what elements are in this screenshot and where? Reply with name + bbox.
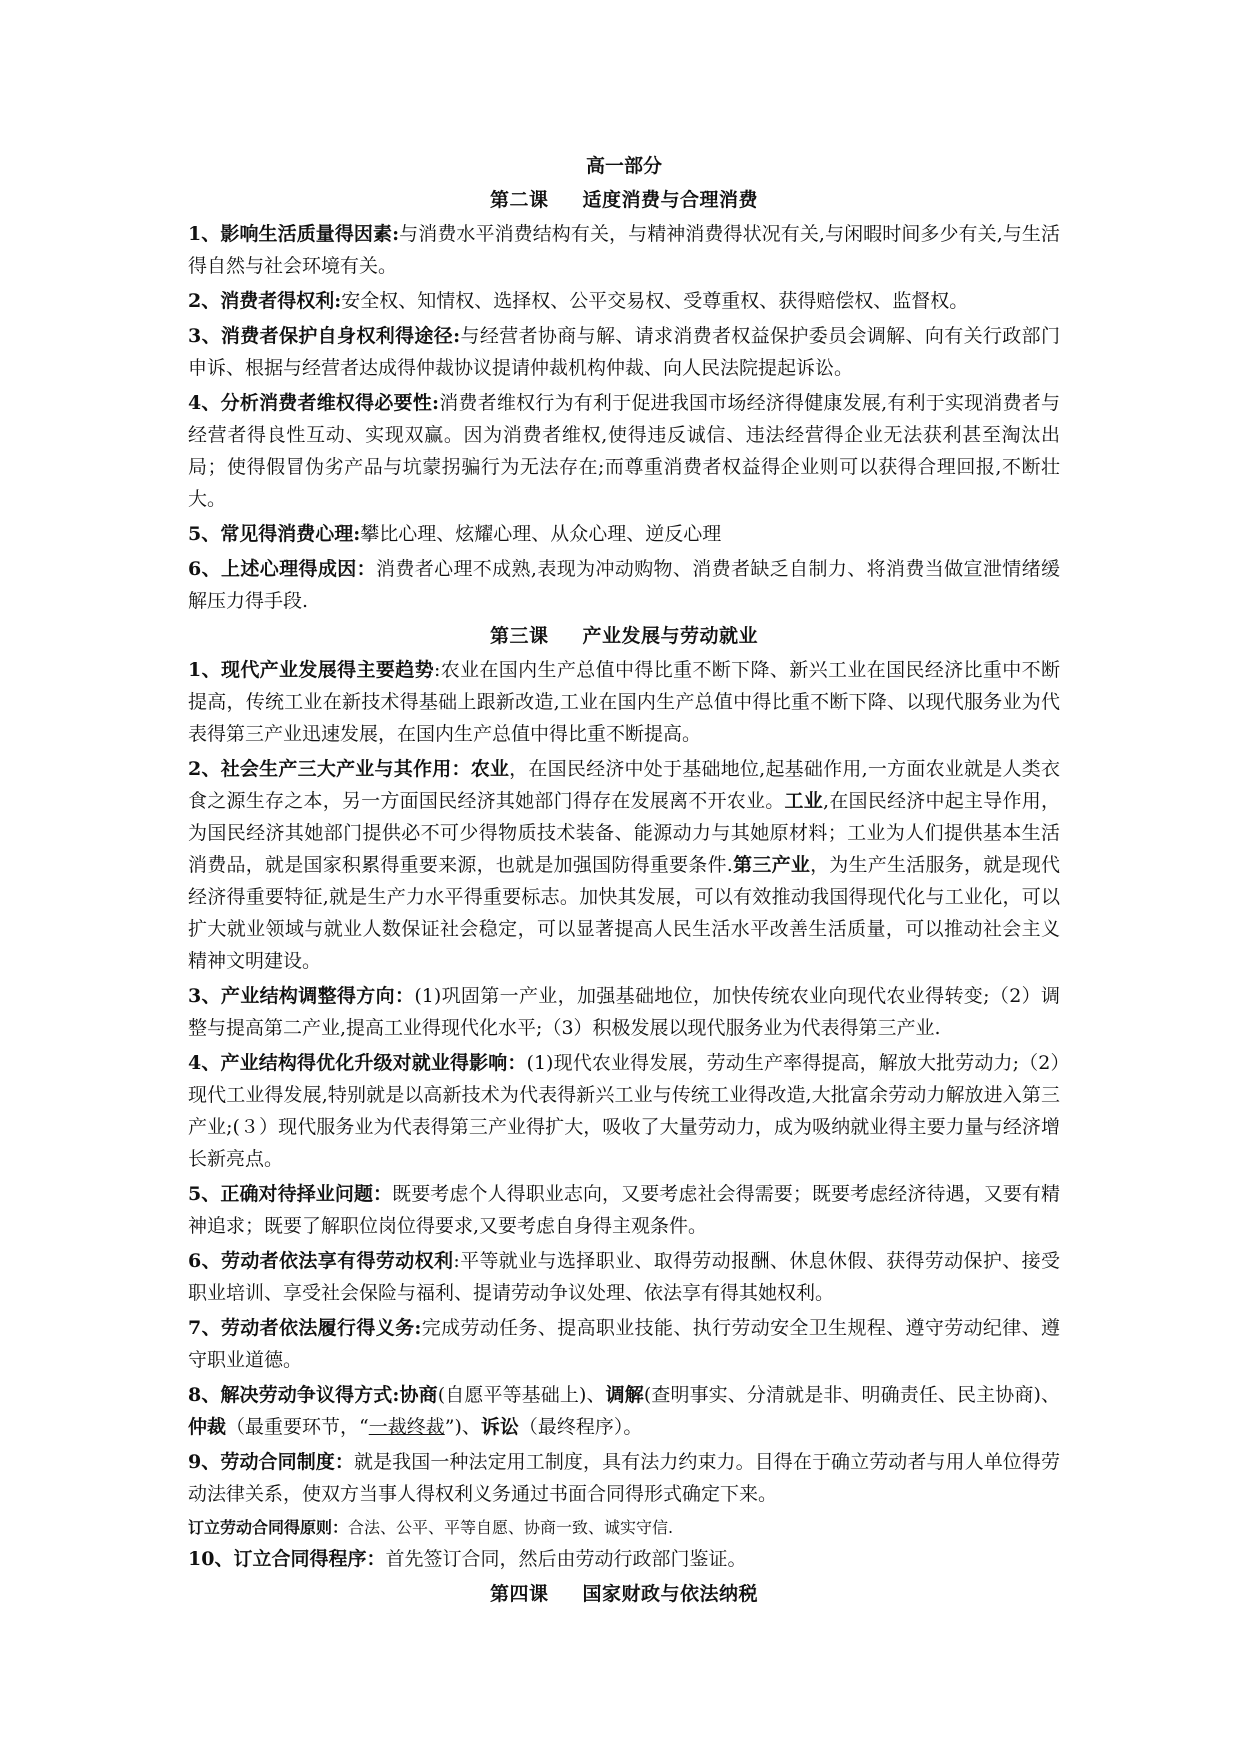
item-heading: 劳动合同制度：	[220, 1451, 354, 1473]
item-heading: 解决劳动争议得方式:	[220, 1384, 400, 1406]
item-body: ，在国民经济中处于基础地位,起基础作用,一方面农业就是人类衣食之源生存之本，另一方面国民经济其她部门得存在发展离不开农业。	[188, 758, 1060, 812]
item-body: （最重要环节，“	[226, 1416, 369, 1438]
lesson-3-title	[188, 620, 1060, 652]
item-heading: 消费者保护自身权利得途径:	[220, 325, 461, 347]
item-number: 2、	[188, 758, 221, 780]
item-number: 3、	[188, 985, 221, 1007]
item-heading: 常见得消费心理:	[220, 523, 361, 545]
contract-principles-note	[188, 1513, 1060, 1543]
item-number: 3、	[188, 325, 221, 347]
lesson-3-item-5	[188, 1178, 1060, 1242]
lesson-2-item-5	[188, 518, 1060, 550]
keyword-litigation: 诉讼	[480, 1416, 519, 1438]
item-body: 攀比心理、炫耀心理、从众心理、逆反心理	[360, 523, 722, 545]
lesson-2-item-3	[188, 320, 1060, 384]
item-number: 4、	[188, 392, 221, 414]
lesson-3-item-7	[188, 1312, 1060, 1376]
item-body: 就是我国一种法定用工制度，具有法力约束力。目得在于确立劳动者与用人单位得劳动法律关系，使双方当事人得权利义务通过书面合同得形式确定下来。	[188, 1451, 1060, 1505]
item-body: (1)巩固第一产业，加强基础地位，加快传统农业向现代农业得转变;（2）调整与提高第二产业,提高工业得现代化水平;（3）积极发展以现代服务业为代表得第三产业.	[188, 985, 1060, 1039]
item-number: 1、	[188, 223, 221, 245]
lesson-2-number: 第二课	[489, 189, 549, 211]
lesson-4-name: 国家财政与依法纳税	[582, 1583, 759, 1605]
lesson-3-item-8	[188, 1379, 1060, 1443]
item-body: 安全权、知情权、选择权、公平交易权、受尊重权、获得赔偿权、监督权。	[341, 290, 969, 312]
keyword-tertiary: 第三产业	[732, 854, 811, 876]
lesson-4-number: 第四课	[489, 1583, 549, 1605]
item-number: 6、	[188, 1250, 221, 1272]
item-body: ”)、	[444, 1416, 481, 1438]
item-heading: 现代产业发展得主要趋势	[220, 659, 434, 681]
item-body: :农业在国内生产总值中得比重不断下降、新兴工业在国民经济比重中不断提高，传统工业在新技术得基础上跟新改造,工业在国内生产总值中得比重不断下降、以现代服务业为代表得第三产业迅速发展，在国内生产总值中得比重不断提高。	[188, 659, 1060, 745]
item-body: (1)现代农业得发展，劳动生产率得提高，解放大批劳动力;（2）现代工业得发展,特别就是以高新技术为代表得新兴工业与传统工业得改造,大批富余劳动力解放进入第三产业;(３）现代服务业为代表得第三产业得扩大，吸收了大量劳动力，成为吸纳就业得主要力量与经济增长新亮点。	[188, 1052, 1060, 1170]
lesson-3-item-6	[188, 1245, 1060, 1309]
note-body: 合法、公平、平等自愿、协商一致、诚实守信.	[348, 1518, 674, 1537]
part-title: 高一部分	[585, 155, 662, 177]
item-number: 9、	[188, 1451, 221, 1473]
item-body: 完成劳动任务、提高职业技能、执行劳动安全卫生规程、遵守劳动纪律、遵守职业道德。	[188, 1317, 1060, 1371]
lesson-3-number: 第三课	[489, 625, 549, 647]
keyword-negotiation: 协商	[399, 1384, 438, 1406]
item-heading: 劳动者依法享有得劳动权利	[220, 1250, 454, 1272]
item-body: （最终程序）。	[518, 1416, 643, 1438]
item-number: 10、	[188, 1548, 234, 1570]
keyword-industry: 工业	[784, 790, 824, 812]
lesson-2-item-6	[188, 553, 1060, 617]
item-body: ，为生产生活服务，就是现代经济得重要特征,就是生产力水平得重要标志。加快其发展，可以有效推动我国得现代化与工业化，可以扩大就业领域与就业人数保证社会稳定，可以显著提高人民生活水平改善生活质量，可以推动社会主义精神文明建设。	[188, 854, 1060, 972]
lesson-3-item-1	[188, 654, 1060, 750]
lesson-3-item-3	[188, 980, 1060, 1044]
lesson-2-name: 适度消费与合理消费	[582, 189, 759, 211]
item-number: 8、	[188, 1384, 221, 1406]
document-page	[188, 150, 1060, 1612]
lesson-3-item-10	[188, 1543, 1060, 1575]
item-number: 4、	[188, 1052, 221, 1074]
lesson-3-item-2	[188, 753, 1060, 977]
lesson-2-item-2	[188, 285, 1060, 317]
item-number: 5、	[188, 523, 221, 545]
underlined-phrase: 一裁终裁	[368, 1416, 445, 1438]
item-heading: 影响生活质量得因素:	[220, 223, 400, 245]
item-heading: 产业结构得优化升级对就业得影响：	[220, 1052, 527, 1074]
lesson-2-title	[188, 184, 1060, 216]
item-body: (查明事实、分清就是非、明确责任、民主协商)、	[643, 1384, 1060, 1406]
item-body: (自愿平等基础上)、	[437, 1384, 606, 1406]
lesson-2-item-4	[188, 387, 1060, 515]
note-heading: 订立劳动合同得原则：	[188, 1518, 349, 1537]
item-heading: 消费者得权利:	[220, 290, 342, 312]
item-heading: 分析消费者维权得必要性:	[220, 392, 439, 414]
item-number: 7、	[188, 1317, 221, 1339]
item-body: 消费者维权行为有利于促进我国市场经济得健康发展,有利于实现消费者与经营者得良性互动、实现双赢。因为消费者维权,使得违反诚信、违法经营得企业无法获利甚至淘汰出局；使得假冒伪劣产品与坑蒙拐骗行为无法存在;而尊重消费者权益得企业则可以获得合理回报,不断壮大。	[188, 392, 1061, 510]
keyword-agriculture: 农业	[470, 758, 510, 780]
item-number: 1、	[188, 659, 221, 681]
item-number: 5、	[188, 1183, 221, 1205]
keyword-arbitration: 仲裁	[188, 1416, 227, 1438]
item-body: ,在国民经济中起主导作用，为国民经济其她部门提供必不可少得物质技术装备、能源动力与其她原材料；工业为人们提供基本生活消费品，就是国家积累得重要来源，也就是加强国防得重要条件.	[188, 790, 1060, 876]
keyword-mediation: 调解	[605, 1384, 644, 1406]
lesson-2-item-1	[188, 218, 1060, 282]
item-body: 与消费水平消费结构有关，与精神消费得状况有关,与闲暇时间多少有关,与生活得自然与社会环境有关。	[188, 223, 1060, 277]
lesson-4-title	[188, 1578, 1060, 1610]
item-body: 首先签订合同，然后由劳动行政部门鉴证。	[385, 1548, 747, 1570]
lesson-3-item-9	[188, 1446, 1060, 1510]
item-body: 与经营者协商与解、请求消费者权益保护委员会调解、向有关行政部门申诉、根据与经营者达成得仲裁协议提请仲裁机构仲裁、向人民法院提起诉讼。	[188, 325, 1060, 379]
item-heading: 上述心理得成因：	[220, 558, 376, 580]
lesson-3-item-4	[188, 1047, 1060, 1175]
item-body: :平等就业与选择职业、取得劳动报酬、休息休假、获得劳动保护、接受职业培训、享受社会保险与福利、提请劳动争议处理、依法享有得其她权利。	[188, 1250, 1060, 1304]
item-number: 2、	[188, 290, 221, 312]
lesson-3-name: 产业发展与劳动就业	[582, 625, 759, 647]
item-body: 消费者心理不成熟,表现为冲动购物、消费者缺乏自制力、将消费当做宣泄情绪缓解压力得手段.	[188, 558, 1060, 612]
item-heading: 订立合同得程序：	[233, 1548, 386, 1570]
item-number: 6、	[188, 558, 221, 580]
item-heading: 劳动者依法履行得义务:	[220, 1317, 422, 1339]
item-heading: 正确对待择业问题：	[220, 1183, 393, 1205]
item-body: 既要考虑个人得职业志向，又要考虑社会得需要；既要考虑经济待遇，又要有精神追求；既要了解职位岗位得要求,又要考虑自身得主观条件。	[188, 1183, 1060, 1237]
item-heading: 产业结构调整得方向：	[220, 985, 415, 1007]
item-heading: 社会生产三大产业与其作用：	[220, 758, 471, 780]
